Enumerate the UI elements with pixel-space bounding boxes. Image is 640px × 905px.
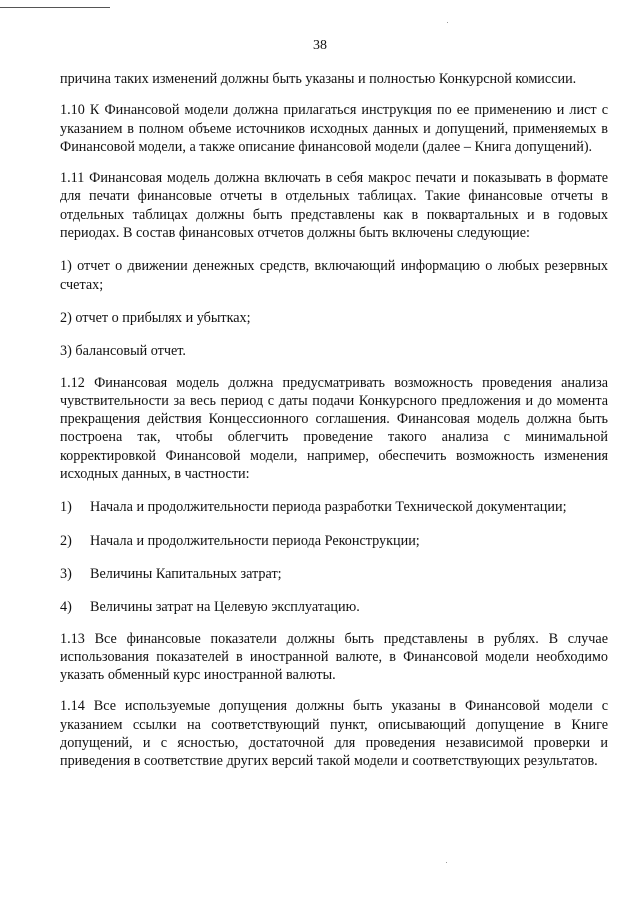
numbered-item	[60, 598, 608, 616]
scan-artifact-line	[0, 7, 110, 8]
paragraph-1-13: 1.13 Все финансовые показатели должны быть представлены в рублях. В случае использования показателей в иностранной валюте, в Финансовой модели необходимо указать обменный курс иностранной валюты.	[60, 630, 608, 684]
paragraph-1-12: 1.12 Финансовая модель должна предусматривать возможность проведения анализа чувствительности за весь период с даты подачи Конкурсного предложения и до момента прекращения действия Концессионного соглашения. Финансовая модель должна быть построена так, чтобы облегчить проведение такого анализа с минимальной корректировкой Финансовой модели, например, обеспечить возможность изменения исходных данных, в частности:	[60, 374, 608, 483]
numbered-item	[60, 565, 608, 583]
page-number: 38	[313, 38, 327, 53]
numbered-item	[60, 498, 608, 516]
paragraph-continuation: причина таких изменений должны быть указаны и полностью Конкурсной комиссии.	[60, 71, 577, 87]
item-text: Начала и продолжительности периода Реконструкции;	[90, 532, 420, 549]
list-item-cash-flow: 1) отчет о движении денежных средств, включающий информацию о любых резервных счетах;	[60, 258, 608, 293]
paragraph-1-10: 1.10 К Финансовой модели должна прилагаться инструкция по ее применению и лист с указанием в полном объеме источников исходных данных и допущений, применяемых в Финансовой модели, а также описание финансовой модели (далее – Книга допущений).	[60, 102, 608, 155]
numbered-item	[60, 532, 608, 550]
item-text: Величины Капитальных затрат;	[90, 565, 282, 582]
item-text: Начала и продолжительности периода разработки Технической документации;	[90, 499, 567, 516]
item-number: 2)	[60, 532, 72, 549]
item-number: 3)	[60, 565, 72, 582]
scan-artifact-dot	[447, 22, 448, 23]
item-text: Величины затрат на Целевую эксплуатацию.	[90, 599, 360, 616]
document-body	[60, 70, 608, 771]
scan-artifact-dot	[446, 862, 447, 863]
item-number: 4)	[60, 599, 72, 616]
list-item-profit-loss: 2) отчет о прибылях и убытках;	[60, 309, 251, 326]
list-item-balance: 3) балансовый отчет.	[60, 343, 186, 360]
item-number: 1)	[60, 499, 72, 516]
paragraph-1-14: 1.14 Все используемые допущения должны быть указаны в Финансовой модели с указанием ссылки на соответствующий пункт, описывающий допущение в Книге допущений, и с ясностью, достаточной для проведения независимой проверки и приведения в соответствие других версий такой модели и соответствующих результатов.	[60, 698, 608, 770]
paragraph-1-11: 1.11 Финансовая модель должна включать в себя макрос печати и показывать в формате для печати финансовые отчеты в отдельных таблицах. Такие финансовые отчеты в отдельных таблицах должны быть представлены как в поквартальных и в годовых периодах. В состав финансовых отчетов должны быть включены следующие:	[60, 170, 608, 242]
